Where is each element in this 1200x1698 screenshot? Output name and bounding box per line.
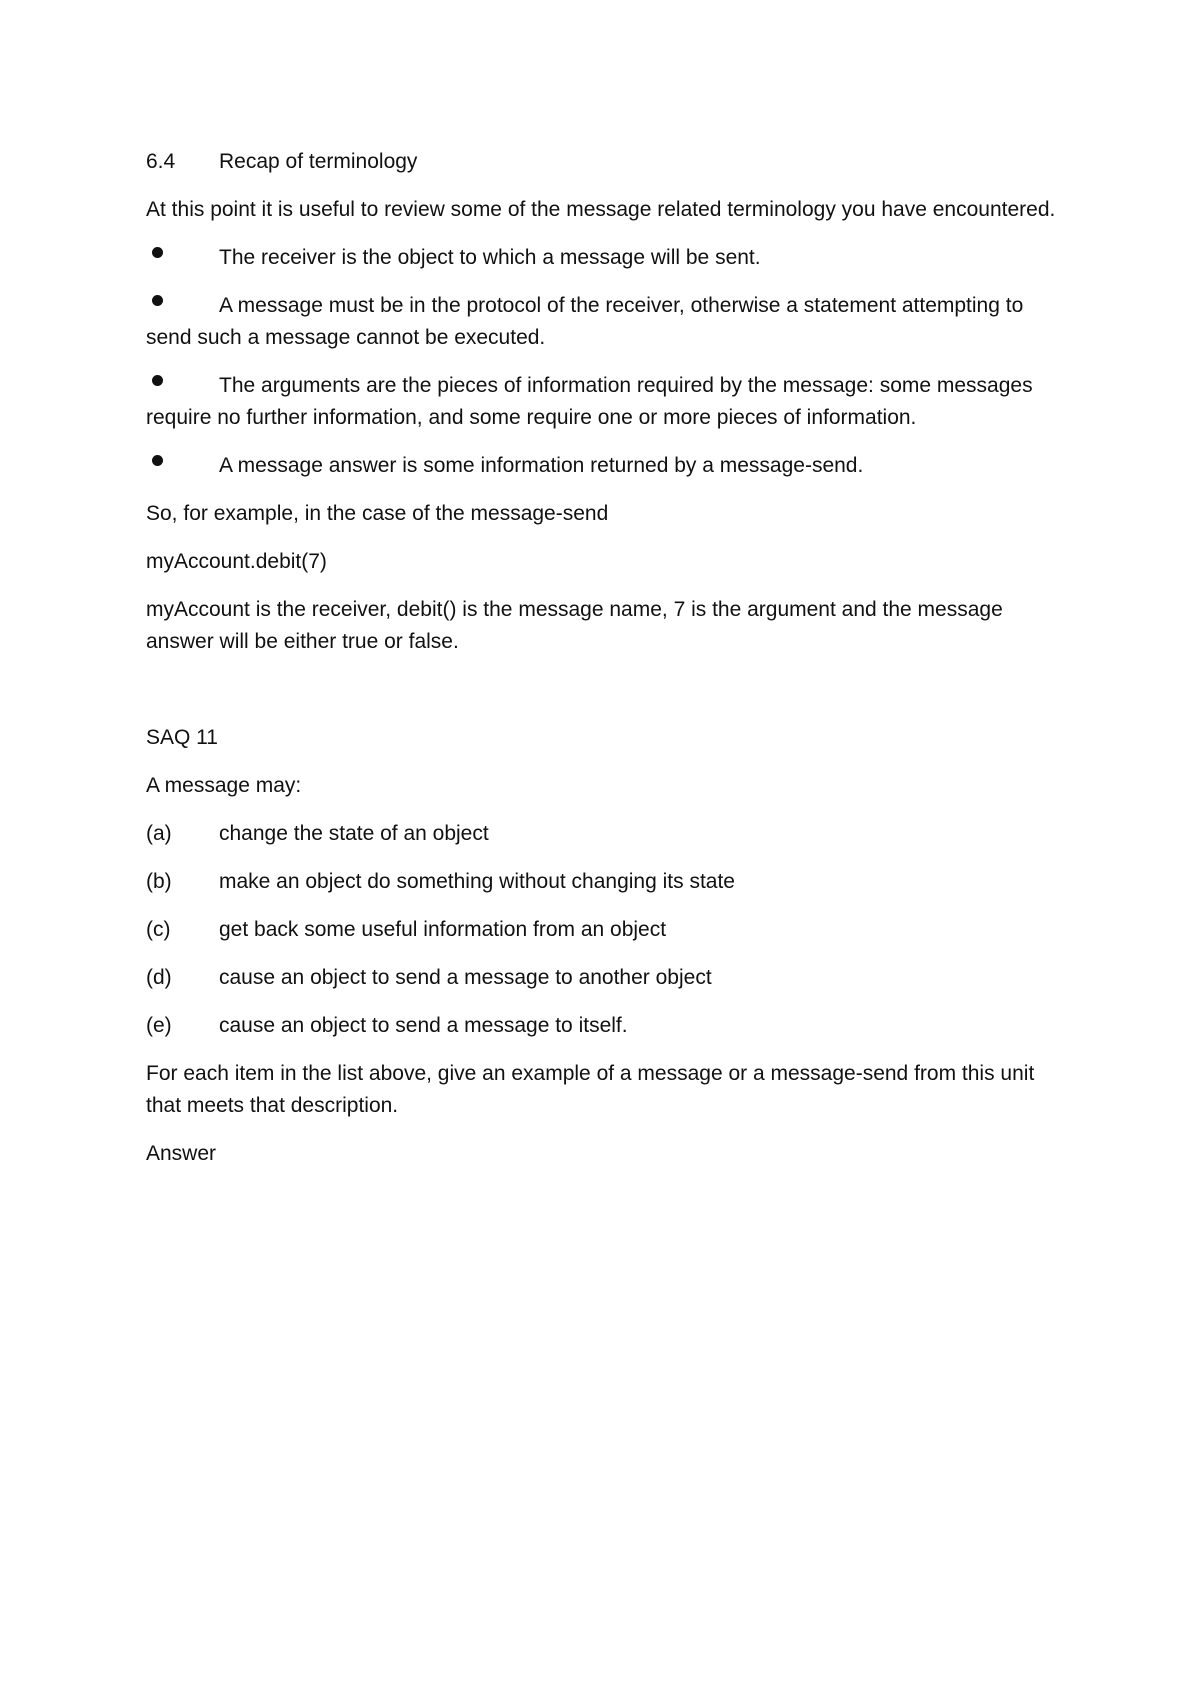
- bullet-text: The arguments are the pieces of information required by the message: some messages require no further information, and some require one or more pieces of information.: [146, 374, 1033, 429]
- saq-item: [146, 962, 1066, 994]
- answer-label: Answer: [146, 1142, 217, 1165]
- section-heading: [146, 146, 1066, 178]
- saq-item-label: (d): [146, 966, 172, 989]
- saq-item-label: (e): [146, 1014, 172, 1037]
- section-title: Recap of terminology: [219, 150, 418, 173]
- document-page: [146, 146, 1066, 1186]
- saq-item: [146, 818, 1066, 850]
- bullet-text: The receiver is the object to which a message will be sent.: [219, 246, 761, 269]
- saq-item-label: (c): [146, 918, 171, 941]
- saq-item-text: cause an object to send a message to itself.: [219, 1014, 628, 1037]
- saq-item-label: (b): [146, 870, 172, 893]
- example-explanation: myAccount is the receiver, debit() is the message name, 7 is the argument and the message answer will be either true or false.: [146, 598, 1003, 653]
- saq-item: [146, 1010, 1066, 1042]
- section-gap: [146, 674, 1066, 722]
- bullet-text: A message must be in the protocol of the receiver, otherwise a statement attempting to send such a message cannot be executed.: [146, 294, 1024, 349]
- saq-item-text: make an object do something without changing its state: [219, 870, 735, 893]
- saq-item-text: cause an object to send a message to another object: [219, 966, 712, 989]
- section-number: 6.4: [146, 150, 176, 173]
- example-intro: So, for example, in the case of the message-send: [146, 502, 609, 525]
- bullet-icon: [146, 243, 219, 264]
- bullet-icon: [146, 451, 219, 472]
- bullet-item: [146, 450, 1066, 482]
- bullet-item: [146, 370, 1066, 434]
- saq-item-text: get back some useful information from an object: [219, 918, 667, 941]
- intro-paragraph: At this point it is useful to review some of the message related terminology you have encountered.: [146, 198, 1056, 221]
- saq-lead: A message may:: [146, 774, 302, 797]
- saq-item-text: change the state of an object: [219, 822, 489, 845]
- bullet-item: [146, 242, 1066, 274]
- saq-title: SAQ 11: [146, 726, 218, 749]
- bullet-icon: [146, 291, 219, 312]
- bullet-item: [146, 290, 1066, 354]
- example-code: myAccount.debit(7): [146, 550, 327, 573]
- saq-instruction: For each item in the list above, give an example of a message or a message-send from this unit that meets that description.: [146, 1062, 1035, 1117]
- saq-item: [146, 914, 1066, 946]
- saq-item: [146, 866, 1066, 898]
- bullet-text: A message answer is some information returned by a message-send.: [219, 454, 864, 477]
- bullet-icon: [146, 371, 219, 392]
- saq-item-label: (a): [146, 822, 172, 845]
